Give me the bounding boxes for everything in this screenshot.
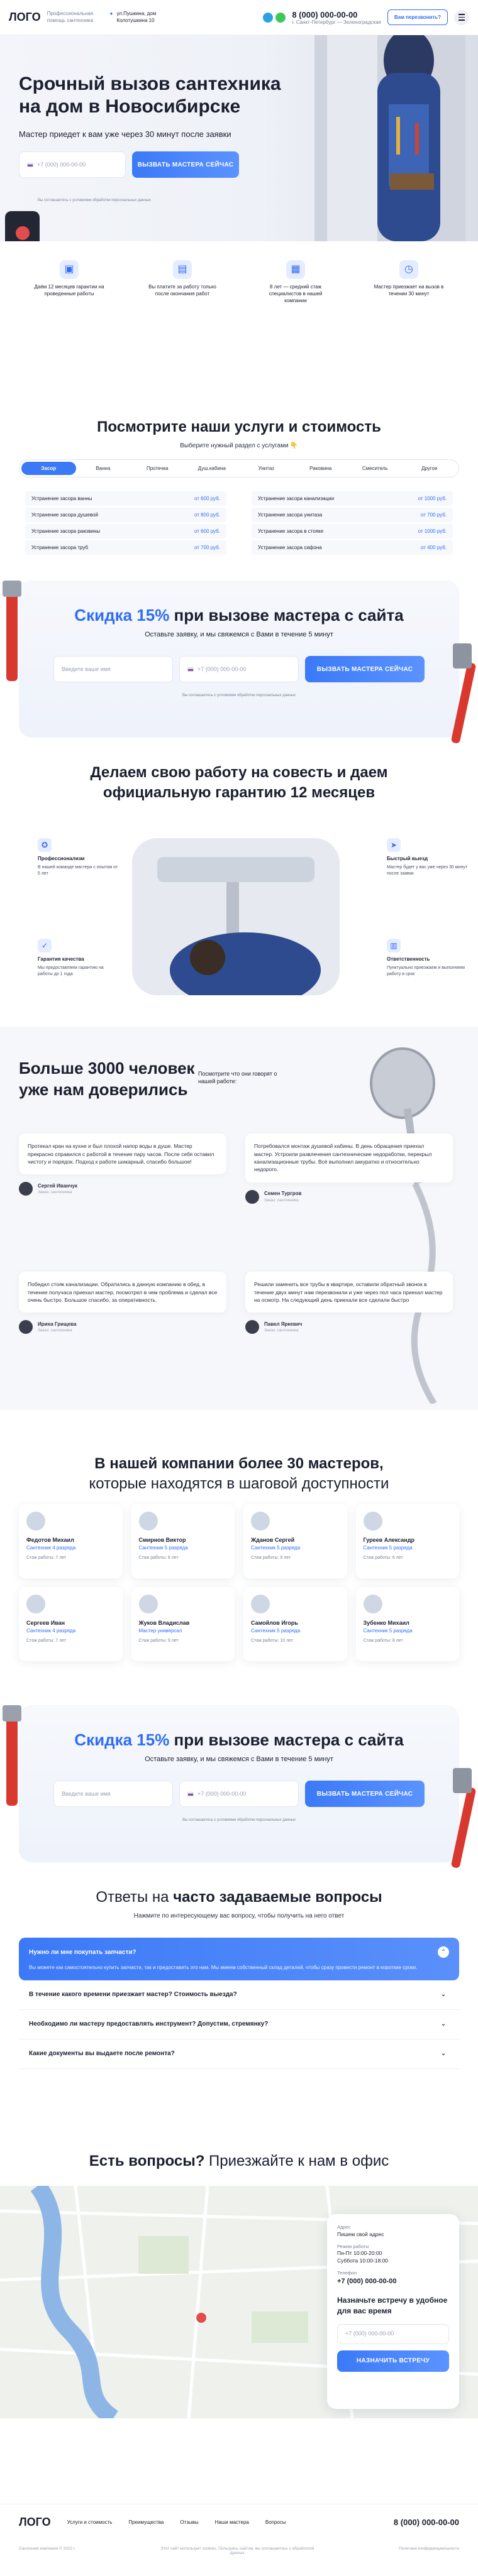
avatar [364,1512,382,1531]
advantage-item [371,260,447,304]
price-row: Устранение засора сифона от 400 руб. [252,540,453,555]
office-title: Есть вопросы? Приезжайте к нам в офис [89,2153,389,2170]
price-row: Устранение засора ванны от 600 руб. [25,491,226,506]
promo-name-input[interactable]: Введите ваше имя [53,656,173,682]
guarantee-item: ➤ Быстрый выезд Мастер будет у вас уже через 30 минут после заявки [387,838,469,876]
advantage-text: Мастер приезжает на вызов в течении 30 минут [374,284,444,297]
footer-bottom [0,2540,478,2562]
tab-vanna[interactable]: Ванна [96,465,111,471]
office-address: Пишем свой адрес [337,2230,384,2237]
promo-form [0,656,478,682]
faq-subtitle: Нажмите по интересующему вас вопросу, чтобы получить на него ответ [133,1912,345,1919]
grid-icon: ▦ [286,260,305,279]
advantage-text: Вы платите за работу только после окончания работ [148,284,216,297]
review-card: Потребовался монтаж душевой кабины. В день обращения приехал мастер. Устроили развлечения сантехнические недоработки, перекрыл канализационные трубы. Всё выполнил аккуратно и относительно недорого. Семен Тургров Заказ: сантехника [245,1133,453,1203]
tab-rakovina[interactable]: Раковина [309,465,332,471]
hero-lead: Мастер приедет к вам уже через 30 минут после заявки [19,129,231,139]
copyright: Сантехник компания © 2022 г. [19,2546,76,2551]
reviews-subtitle: Посмотрите что они говорят о нашей работе: [198,1071,277,1085]
hero-consent[interactable]: Вы соглашаетесь с условиями обработки персональных данных [38,199,151,202]
master-card: Зубенко Михаил Сантехник 5 разряда Стаж работы: 8 лет [356,1587,460,1661]
reviews-title: Больше 3000 человек уже нам доверились [19,1059,195,1100]
whatsapp-icon[interactable] [275,13,286,23]
services-tabs [19,459,459,478]
avatar [139,1595,158,1613]
office-phone-input[interactable]: +7 (000) 000-00-00 [337,2324,449,2344]
tab-protechka[interactable]: Протечка [146,465,169,471]
flag-icon [27,163,33,167]
review-card: Победил стояк канализации. Обратились в данную компанию в обед, в течение получаса приехал мастер, посмотрел в чем проблема и сделал все очень быстро. Большое спасибо, за оперативность. Ирина Грищева Заказ: сантехника [19,1272,226,1334]
price-row: Устранение засора унитаза от 700 руб. [252,508,453,522]
avatar [26,1512,45,1531]
avatar [139,1512,158,1531]
guarantee-item: ▥ Ответственность Пунктуально приезжаем и выполняем работу в срок [387,939,469,977]
plumber-image [314,35,465,241]
master-card: Сергеев Иван Сантехник 4 разряда Стаж работы: 7 лет [19,1587,123,1661]
advantage-text: Даём 12 месяцев гарантии на проведенные работы [34,284,104,297]
advantages [0,241,478,323]
promo-section [0,568,478,750]
office-section [0,2145,478,2440]
master-card: Жданов Сергей Сантехник 5 разряда Стаж работы: 9 лет [243,1504,347,1578]
price-column-right [252,491,453,557]
faq-list [19,1938,459,2068]
promo-phone-input[interactable]: +7 (000) 000-00-00 [179,1781,299,1807]
tab-dush-kabina[interactable]: Душ.кабина [197,465,226,471]
master-card: Смирнов Виктор Сантехник 5 разряда Стаж работы: 8 лет [131,1504,235,1578]
guarantee-section [0,750,478,1027]
master-card: Самойлов Игорь Сантехник 5 разряда Стаж работы: 10 лет [243,1587,347,1661]
team-icon: ✪ [38,838,52,852]
price-row: Устранение засора в стояке от 1000 руб. [252,524,453,538]
faq-section [0,1875,478,2145]
footer-link[interactable]: Наши мастера [214,2519,249,2525]
promo-form [0,1781,478,1807]
promo-subtitle: Оставьте заявку, и мы свяжемся с Вами в течение 5 минут [145,631,333,639]
review-card: Протекал кран на кухне и был плохой напор воды в душе. Мастер прекрасно справился с работой в течение пару часов. После себя оставил чистоту и порядок. Подход к работе шикарный, спасибо большое! Сергей Иванчук Заказ: сантехника [19,1133,226,1196]
shield-icon: ✓ [38,939,52,952]
faq-item[interactable]: Какие документы вы выдаете после ремонта? ⌄ [19,2039,459,2069]
header-address [110,11,186,24]
social-links [263,13,286,23]
phone-image [5,211,40,241]
avatar [251,1595,270,1613]
price-row: Устранение засора душевой от 800 руб. [25,508,226,522]
chevron-up-icon[interactable]: ⌃ [438,1946,449,1958]
site-header [0,0,478,35]
avatar [19,1182,33,1196]
footer-phone[interactable]: 8 (000) 000-00-00 [393,2518,459,2527]
promo-title: Скидка 15% при вызове мастера с сайта [74,1730,404,1750]
tab-drugoe[interactable]: Другое [421,465,438,471]
telegram-icon[interactable] [263,13,273,23]
guarantee-title: Делаем свою работу на совесть и даем официальную гарантию 12 месяцев [90,764,388,801]
card-icon: ▤ [173,260,192,279]
header-address2: г. Санкт-Петербург — Зеленоградская [292,19,381,25]
privacy-link[interactable]: Политика конфиденциальности [399,2546,459,2551]
faq-item-open[interactable]: Нужно ли мне покупать запчасти? ⌃ Вы можете как самостоятельно купить запчасти, так и предоставить это нам. Мы имеем собственный склад деталей, чтобы сразу провести ремонт в короткие сроки. [19,1938,459,1980]
office-card: Адрес Пишем свой адрес Режим работы Пн-Пт 10:00-20:00 Суббота 10:00-18:00 Телефон +7 (000) 000-00-00 Назначьте встречу в удобное для вас время +7 (000) 000-00-00 НАЗНАЧИТЬ ВСТРЕЧУ [327,2214,459,2409]
faq-answer: Вы можете как самостоятельно купить запчасти, так и предоставить это нам. Мы имеем собственный склад деталей, чтобы сразу провести ремонт в короткие сроки. [29,1965,418,1971]
tab-zasor[interactable]: Засор [21,462,76,475]
location-icon: ● [109,11,113,17]
promo-title: Скидка 15% при вызове мастера с сайта [74,606,404,625]
promo-consent[interactable]: Вы соглашаетесь с условиями обработки персональных данных [182,694,296,698]
promo-consent[interactable]: Вы соглашаетесь с условиями обработки персональных данных [182,1818,296,1823]
guarantee-item: ✓ Гарантия качества Мы предоставляем гарантию на работы до 1 года [38,939,119,977]
reviews-section [0,1027,478,1410]
promo-section-2 [0,1693,478,1875]
price-row: Устранение засора труб от 700 руб. [25,540,226,555]
footer-nav [0,2504,478,2540]
callback-button[interactable]: Вам перезвонить? [387,9,448,25]
review-card: Решили заменить все трубы в квартире, оставили обратный звонок в течение двух минут нам перезвонили и уже через пол часа приехал мастер на осмотр. На следующий день приехали все сделали быстро Павел Яркевич Заказ: сантехника [245,1272,453,1334]
masters-grid [19,1504,459,1661]
hero-title: Срочный вызов сантехника на дом в Новосибирске [19,74,281,117]
site-footer [0,2504,478,2576]
footer-link[interactable]: Преимущества [128,2519,164,2525]
hero-phone-input[interactable] [19,151,126,178]
footer-link[interactable]: Услуги и стоимость [67,2519,113,2525]
calendar-icon: ▥ [387,939,401,952]
advantage-item [258,260,333,304]
shield-icon: ▣ [60,260,79,279]
promo-cta-button[interactable]: ВЫЗВАТЬ МАСТЕРА СЕЙЧАС [305,1781,425,1807]
header-address-text: ул.Пушкина, дом Колотушкина 10 [116,11,157,23]
hero-section [0,35,478,241]
hero-phone-placeholder: +7 (000) 000-00-00 [37,161,86,168]
master-card: Жуков Владислав Мастер универсал Стаж работы: 9 лет [131,1587,235,1661]
advantage-text: 8 лет — средний стаж специалистов в нашей компании [269,284,323,303]
flag-icon [187,1792,194,1796]
menu-icon[interactable] [454,10,469,25]
shower-head-image [365,1039,453,1404]
hero-cta-button[interactable]: ВЫЗВАТЬ МАСТЕРА СЕЙЧАС [132,151,239,178]
faq-item[interactable]: В течение какого времени приезжает мастер? Стоимость выезда? ⌄ [19,1980,459,2010]
services-title: Посмотрите наши услуги и стоимость [97,418,381,436]
hero-form [19,151,239,178]
avatar [364,1595,382,1613]
clock-icon: ◷ [399,260,418,279]
tab-unitaz[interactable]: Унитаз [258,465,274,471]
header-phone[interactable]: 8 (000) 000-00-00 [292,9,358,19]
price-column-left [25,491,226,557]
header-description: Профессиональная помощь сантехника [47,11,94,23]
avatar [245,1190,259,1204]
appointment-button[interactable]: НАЗНАЧИТЬ ВСТРЕЧУ [337,2350,449,2372]
header-contacts [292,10,381,25]
footer-link[interactable]: Отзывы [180,2519,199,2525]
promo-cta-button[interactable]: ВЫЗВАТЬ МАСТЕРА СЕЙЧАС [305,656,425,682]
services-subtitle: Выберите нужный раздел с услугами 👇 [180,442,298,449]
avatar [251,1512,270,1531]
faq-item[interactable]: Необходимо ли мастеру предоставлять инструмент? Допустим, стремянку? ⌄ [19,2010,459,2039]
advantage-item [145,260,220,304]
promo-phone-input[interactable]: +7 (000) 000-00-00 [179,656,299,682]
footer-logo[interactable]: ЛОГО [19,2516,51,2528]
master-card: Гуреев Александр Сантехник 5 разряда Стаж работы: 6 лет [356,1504,460,1578]
price-row: Устранение засора раковины от 600 руб. [25,524,226,538]
advantage-item [31,260,107,304]
avatar [26,1595,45,1613]
chevron-down-icon[interactable]: ⌄ [440,2050,447,2058]
footer-link[interactable]: Вопросы [265,2519,286,2525]
plumber-work-image [132,838,340,995]
faq-title: Ответы на часто задаваемые вопросы Нажмите по интересующему вас вопросу, чтобы получить на него ответ [0,1875,478,1919]
masters-section [0,1422,478,1693]
masters-title: В нашей компании более 30 мастеров, которые находятся в шаговой доступности [89,1455,389,1492]
avatar [19,1320,33,1334]
master-card: Федотов Михаил Сантехник 4 разряда Стаж работы: 7 лет [19,1504,123,1578]
promo-subtitle: Оставьте заявку, и мы свяжемся с Вами в течение 5 минут [145,1755,333,1764]
car-icon: ➤ [387,838,401,852]
price-row: Устранение засора канализации от 1000 руб. [252,491,453,506]
price-list [25,491,453,557]
guarantee-item: ✪ Профессионализм В нашей команде мастера с опытом от 5 лет [38,838,119,876]
promo-name-input[interactable]: Введите ваше имя [53,1781,173,1807]
avatar [245,1320,259,1334]
flag-icon [187,667,194,672]
cookie-note: Этот сайт использует cookies. Пользуясь сайтом, вы соглашаетесь с обработкой данных [160,2546,314,2555]
logo[interactable]: ЛОГО [9,11,41,23]
chevron-down-icon[interactable]: ⌄ [440,2021,447,2028]
chevron-down-icon[interactable]: ⌄ [440,1991,447,1999]
visit-title: Назначьте встречу в удобное для вас время [337,2295,448,2315]
tab-smesitel[interactable]: Смеситель [362,465,388,471]
office-phone[interactable]: +7 (000) 000-00-00 [337,2277,397,2285]
